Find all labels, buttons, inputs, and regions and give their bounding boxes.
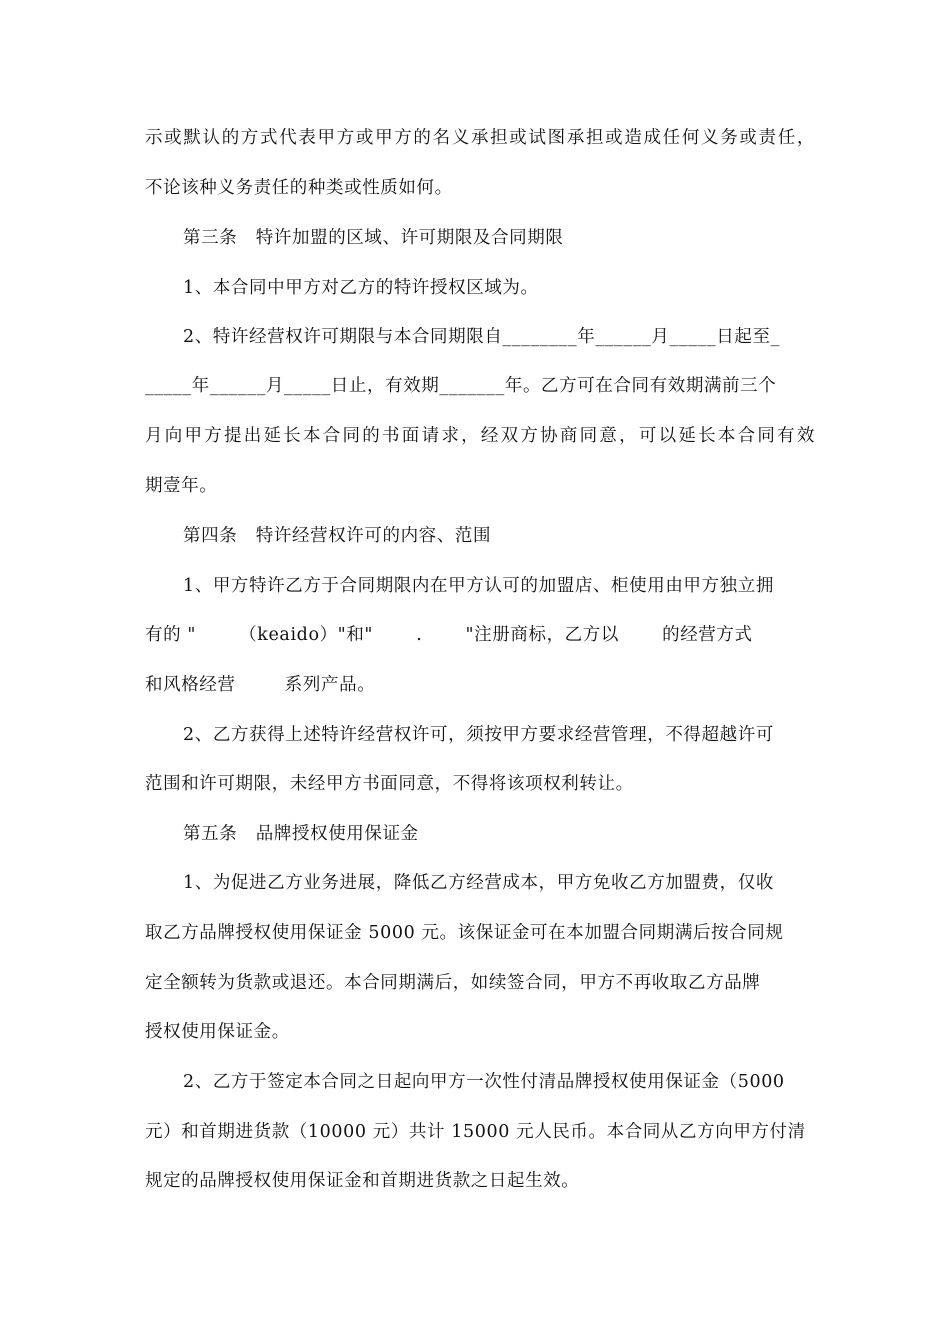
paragraph-line: 1、甲方特许乙方于合同期限内在甲方认可的加盟店、柜使用由甲方独立拥 (183, 576, 774, 596)
paragraph-line: _____年______月_____日止，有效期_______年。乙方可在合同有效期满前三个 (145, 376, 777, 396)
paragraph-line: 元）和首期进货款（10000 元）共计 15000 元人民币。本合同从乙方向甲方付清 (145, 1122, 806, 1142)
paragraph-line: 2、乙方于签定本合同之日起向甲方一次性付清品牌授权使用保证金（5000 (183, 1072, 785, 1092)
paragraph-line: 取乙方品牌授权使用保证金 5000 元。该保证金可在本加盟合同期满后按合同规 (145, 923, 784, 943)
paragraph-line: 示或默认的方式代表甲方或甲方的名义承担或试图承担或造成任何义务或责任， (145, 128, 815, 148)
section-heading: 第四条 特许经营权许可的内容、范围 (183, 526, 492, 546)
section-heading: 第五条 品牌授权使用保证金 (183, 824, 419, 844)
paragraph-line: 有的 " （keaido）"和" . "注册商标，乙方以 的经营方式 (145, 625, 753, 645)
paragraph-line: 不论该种义务责任的种类或性质如何。 (145, 178, 453, 198)
paragraph-line: 月向甲方提出延长本合同的书面请求，经双方协商同意，可以延长本合同有效 (145, 426, 815, 446)
paragraph-line: 1、本合同中甲方对乙方的特许授权区域为。 (183, 278, 539, 298)
paragraph-line: 1、为促进乙方业务进展，降低乙方经营成本，甲方免收乙方加盟费，仅收 (183, 873, 774, 893)
paragraph-line: 和风格经营 系列产品。 (145, 675, 376, 695)
paragraph-line: 定全额转为货款或退还。本合同期满后，如续签合同，甲方不再收取乙方品牌 (145, 973, 761, 993)
paragraph-line: 授权使用保证金。 (145, 1022, 290, 1042)
section-heading: 第三条 特许加盟的区域、许可期限及合同期限 (183, 228, 564, 248)
paragraph-line: 规定的品牌授权使用保证金和首期进货款之日起生效。 (145, 1171, 580, 1191)
paragraph-line: 2、乙方获得上述特许经营权许可，须按甲方要求经营管理，不得超越许可 (183, 725, 774, 745)
paragraph-line: 2、特许经营权许可期限与本合同期限自________年______月_____日起至_ (183, 327, 780, 347)
paragraph-line: 期壹年。 (145, 476, 218, 496)
paragraph-line: 范围和许可期限，未经甲方书面同意，不得将该项权利转让。 (145, 774, 634, 794)
